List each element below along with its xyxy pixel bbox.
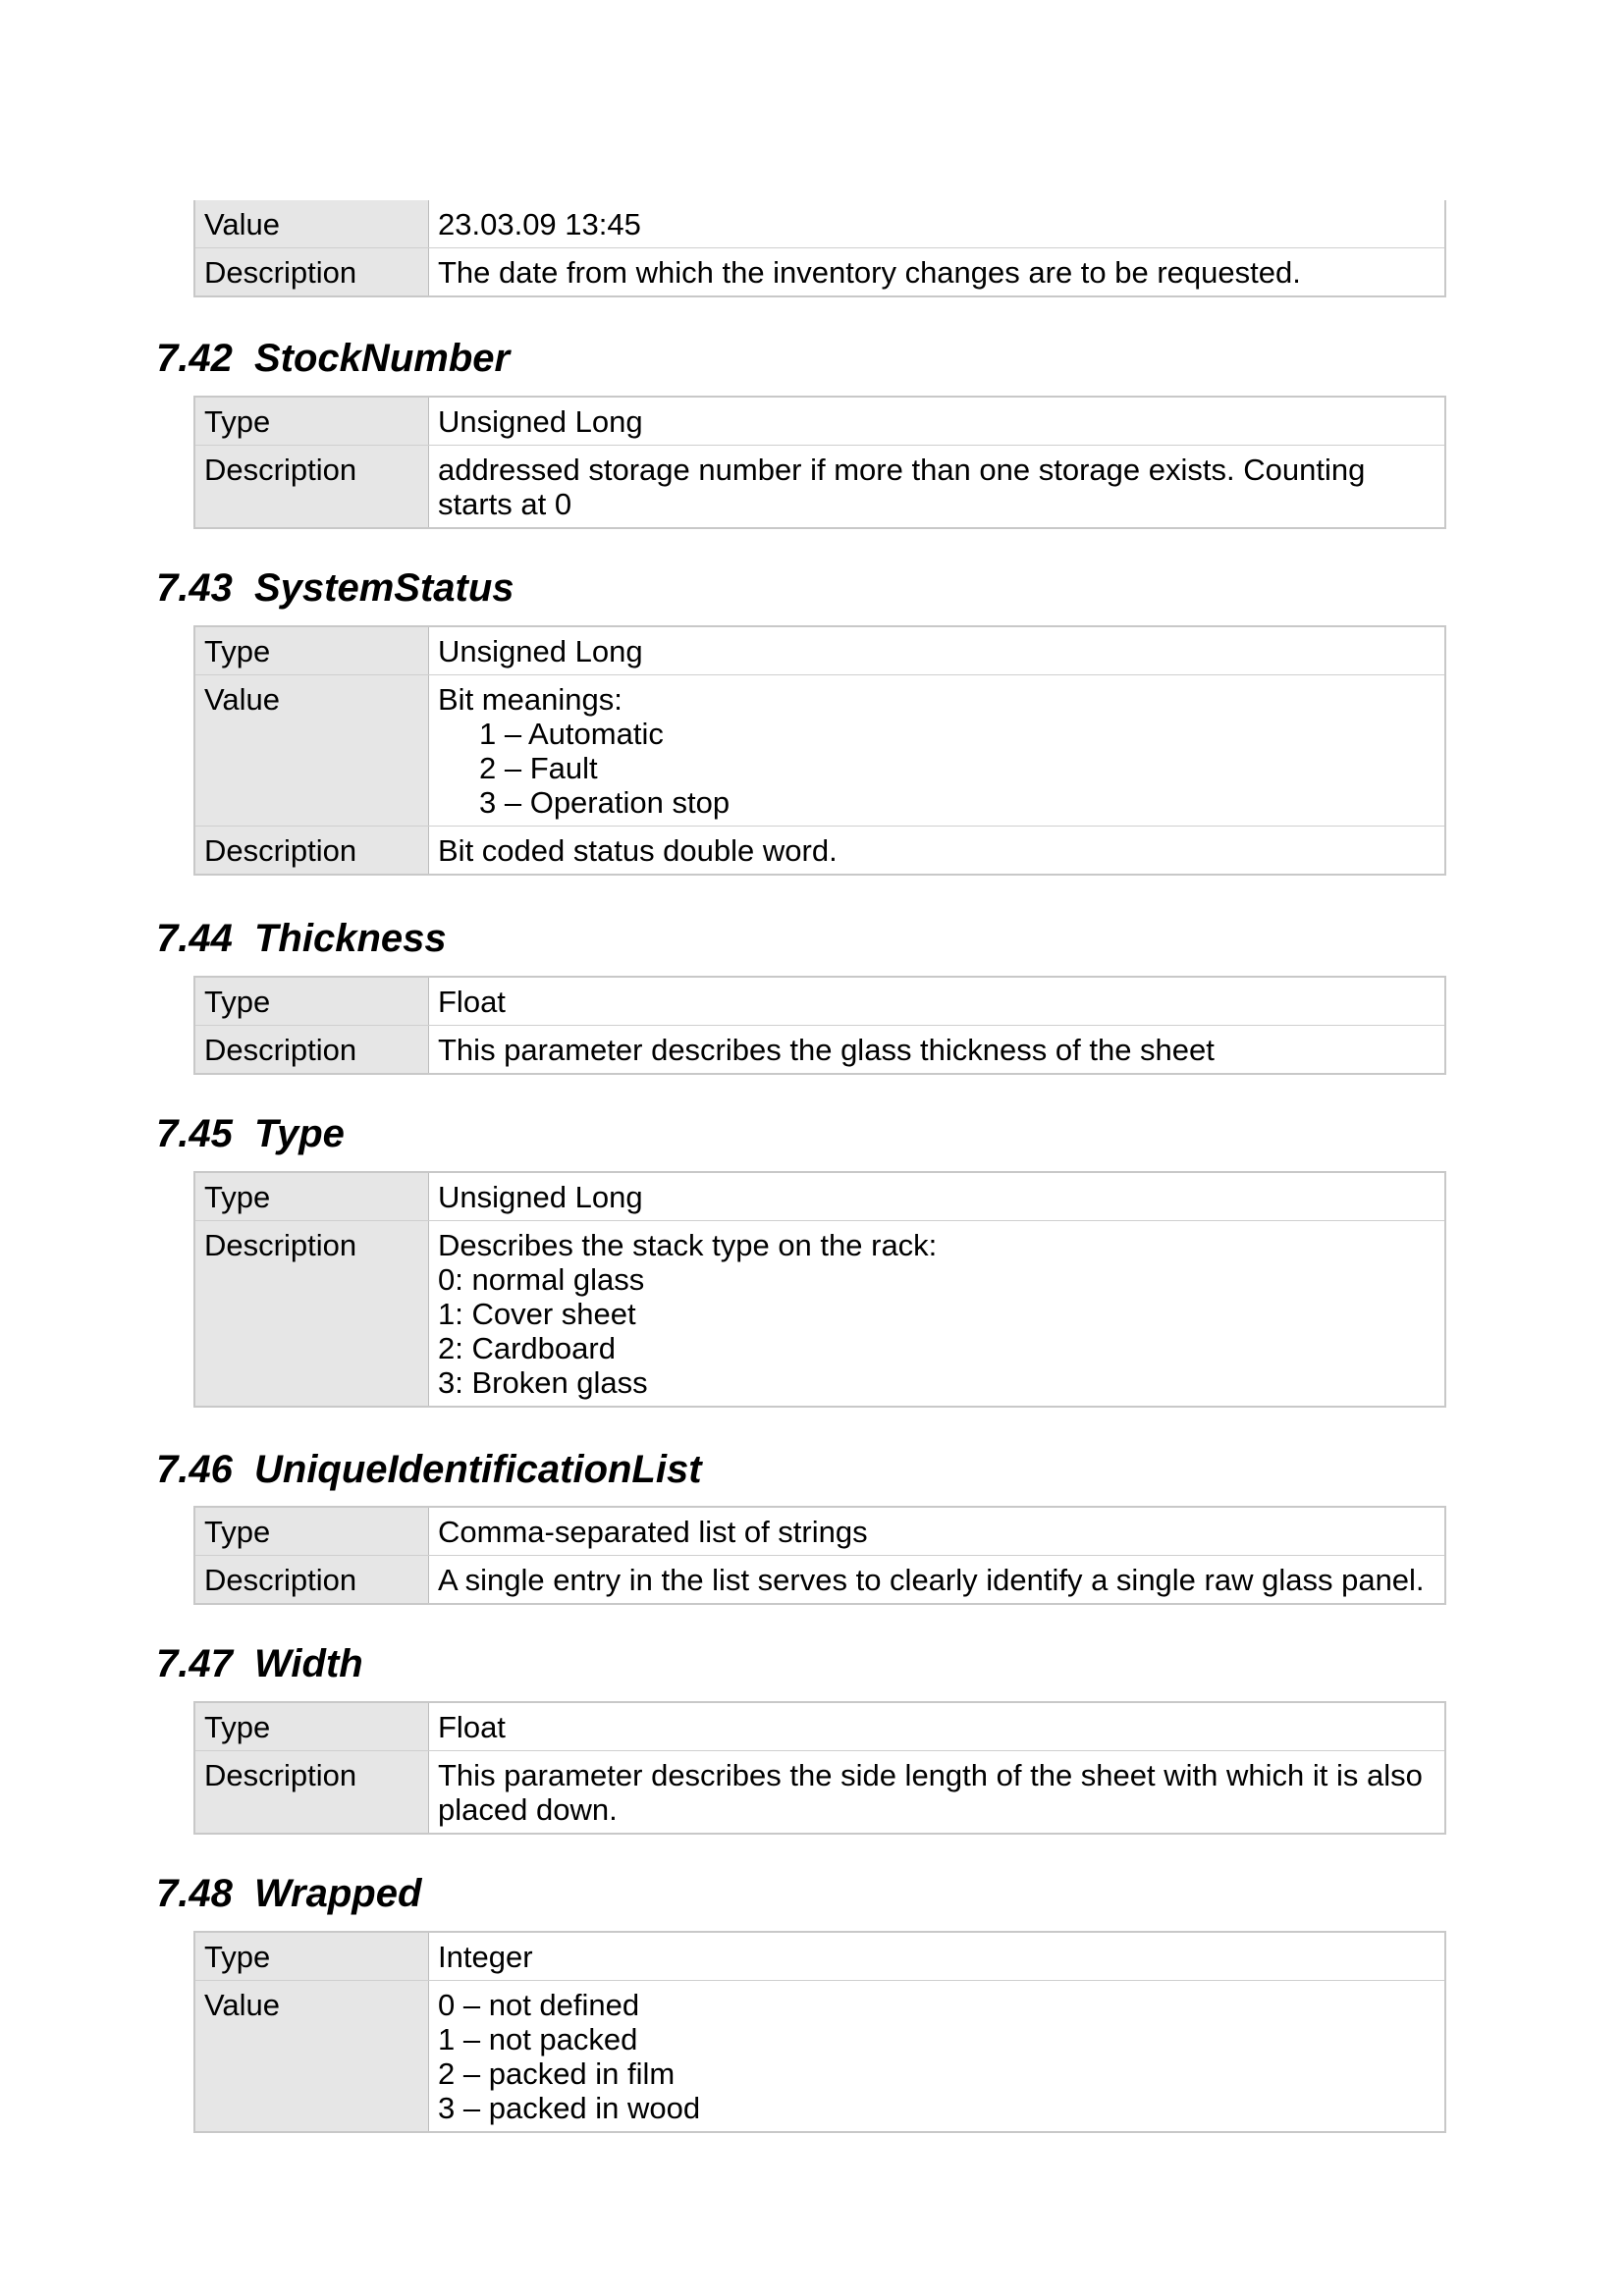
value-line: Unsigned Long [438, 634, 643, 668]
value-line: Integer [438, 1940, 533, 1974]
row-key: Description [195, 1026, 429, 1073]
section-number: 7.42 [156, 337, 233, 380]
value-line: Bit coded status double word. [438, 833, 838, 868]
section-number: 7.45 [156, 1112, 233, 1155]
value-line: Float [438, 985, 506, 1019]
row-key: Type [195, 1508, 429, 1555]
section-number: 7.47 [156, 1642, 233, 1685]
value-line: This parameter describes the glass thickness of the sheet [438, 1033, 1215, 1067]
section-title: Type [254, 1112, 345, 1155]
section-heading-7-46 [156, 1446, 702, 1493]
row-key: Type [195, 1703, 429, 1750]
param-table-7-46 [193, 1506, 1446, 1605]
row-key: Type [195, 1173, 429, 1220]
row-value [429, 675, 1444, 826]
value-line: 2 – packed in film [438, 2056, 676, 2091]
value-line: The date from which the inventory changes are to be requested. [438, 255, 1301, 290]
row-key: Type [195, 627, 429, 674]
section-title: Thickness [254, 917, 447, 960]
value-line: 1 – Automatic [479, 717, 664, 751]
table-row [195, 445, 1444, 527]
value-line: 0: normal glass [438, 1262, 645, 1297]
row-key: Description [195, 827, 429, 874]
table-row [195, 978, 1444, 1025]
table-row [195, 1703, 1444, 1750]
section-heading-7-43 [156, 564, 514, 612]
table-row [195, 398, 1444, 445]
table-row [195, 1173, 1444, 1220]
row-value [429, 827, 1444, 874]
section-heading-7-42 [156, 335, 510, 382]
row-value [429, 1981, 1444, 2131]
section-title: Width [254, 1642, 363, 1685]
row-value [429, 1556, 1444, 1603]
value-line: 23.03.09 13:45 [438, 207, 641, 241]
row-value [429, 1508, 1444, 1555]
row-value [429, 1751, 1444, 1833]
value-line: Comma-separated list of strings [438, 1515, 868, 1549]
param-table-7-44 [193, 976, 1446, 1075]
section-title: SystemStatus [254, 566, 514, 610]
param-table-7-43 [193, 625, 1446, 876]
table-row [195, 1555, 1444, 1603]
row-value [429, 200, 1444, 247]
row-key: Description [195, 248, 429, 295]
value-line: placed down. [438, 1792, 618, 1827]
row-key: Type [195, 978, 429, 1025]
section-heading-7-44 [156, 915, 447, 962]
value-line: starts at 0 [438, 487, 572, 521]
value-line: 2 – Fault [479, 751, 598, 785]
row-key: Description [195, 1221, 429, 1406]
table-row [195, 1980, 1444, 2131]
row-key: Type [195, 398, 429, 445]
table-row [195, 1508, 1444, 1555]
param-table-7-47 [193, 1701, 1446, 1835]
param-table-7-48 [193, 1931, 1446, 2133]
table-row [195, 1750, 1444, 1833]
value-line: This parameter describes the side length of the sheet with which it is also [438, 1758, 1423, 1792]
value-line: Bit meanings: [438, 682, 623, 717]
section-title: StockNumber [254, 337, 511, 380]
section-number: 7.44 [156, 917, 233, 960]
section-heading-7-45 [156, 1110, 345, 1157]
table-row [195, 1025, 1444, 1073]
row-key: Value [195, 1981, 429, 2131]
value-line: addressed storage number if more than one storage exists. Counting [438, 453, 1366, 487]
row-value [429, 1221, 1444, 1406]
value-line: Describes the stack type on the rack: [438, 1228, 938, 1262]
row-value [429, 446, 1444, 527]
table-row [195, 200, 1444, 247]
row-value [429, 398, 1444, 445]
section-title: UniqueIdentificationList [254, 1448, 702, 1491]
row-key: Value [195, 200, 429, 247]
param-table-7-42 [193, 396, 1446, 529]
param-table-7-41 [193, 200, 1446, 297]
row-value [429, 627, 1444, 674]
row-key: Type [195, 1933, 429, 1980]
table-row [195, 627, 1444, 674]
param-table-7-45 [193, 1171, 1446, 1408]
value-line: Unsigned Long [438, 404, 643, 439]
value-line: Unsigned Long [438, 1180, 643, 1214]
value-line: 1 – not packed [438, 2022, 638, 2056]
value-line: 3 – packed in wood [438, 2091, 701, 2125]
section-number: 7.43 [156, 566, 233, 610]
row-value [429, 1703, 1444, 1750]
value-line: 2: Cardboard [438, 1331, 616, 1365]
value-line: A single entry in the list serves to clearly identify a single raw glass panel. [438, 1563, 1425, 1597]
section-number: 7.48 [156, 1872, 233, 1915]
value-line: 1: Cover sheet [438, 1297, 636, 1331]
section-heading-7-48 [156, 1870, 421, 1917]
row-key: Description [195, 1556, 429, 1603]
value-line: 3: Broken glass [438, 1365, 648, 1400]
table-row [195, 247, 1444, 295]
row-value [429, 1026, 1444, 1073]
table-row [195, 1220, 1444, 1406]
value-line: 3 – Operation stop [479, 785, 731, 820]
row-key: Value [195, 675, 429, 826]
row-value [429, 1173, 1444, 1220]
row-key: Description [195, 1751, 429, 1833]
table-row [195, 1933, 1444, 1980]
table-row [195, 674, 1444, 826]
value-line: Float [438, 1710, 506, 1744]
row-value [429, 248, 1444, 295]
row-value [429, 978, 1444, 1025]
table-row [195, 826, 1444, 874]
section-heading-7-47 [156, 1640, 363, 1687]
section-title: Wrapped [254, 1872, 422, 1915]
row-value [429, 1933, 1444, 1980]
value-line: 0 – not defined [438, 1988, 640, 2022]
row-key: Description [195, 446, 429, 527]
section-number: 7.46 [156, 1448, 233, 1491]
